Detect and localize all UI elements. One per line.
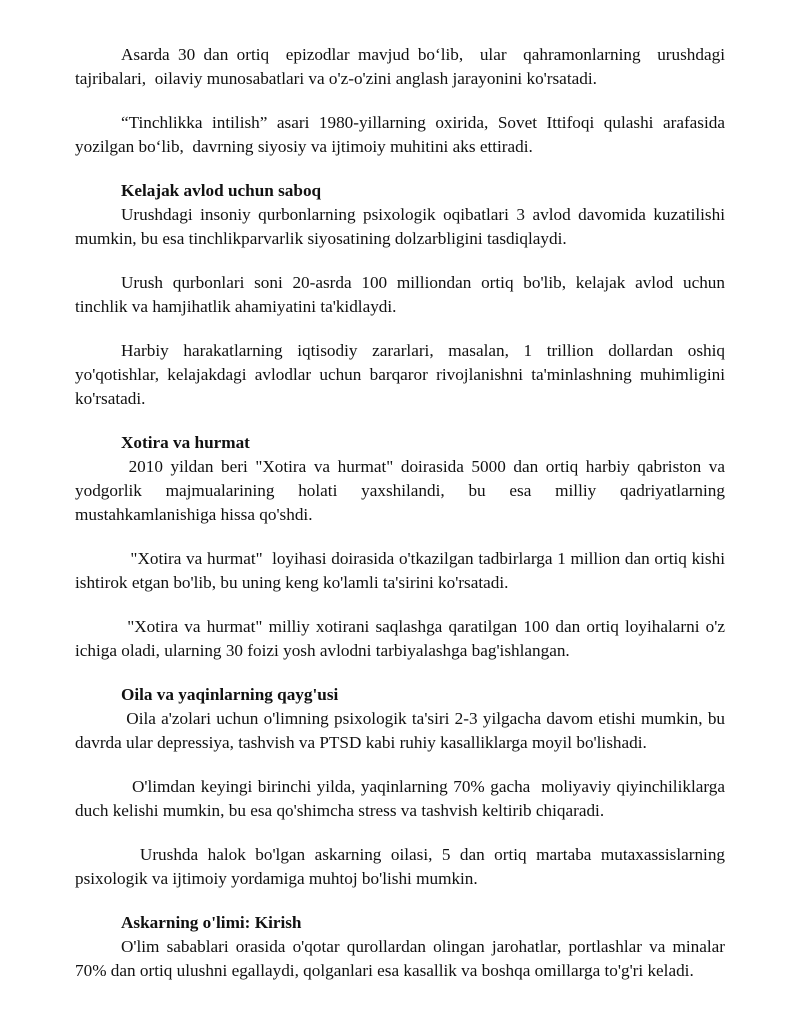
heading-memory-respect: Xotira va hurmat	[121, 433, 250, 452]
paragraph-book-context: “Tinchlikka intilish” asari 1980-yillarning oxirida, Sovet Ittifoqi qulashi arafasida yozilgan bo‘lib, davrning siyosiy va ijtimoiy muhitini aks ettiradi.	[75, 113, 730, 156]
paragraph-support-needs: Urushda halok bo'lgan askarning oilasi, 5 dan ortiq martaba mutaxassislarning psixologik va ijtimoiy yordamiga muhtoj bo'lishi mumkin.	[75, 845, 730, 888]
paragraph-financial-difficulties: O'limdan keyingi birinchi yilda, yaqinlarning 70% gacha moliyaviy qiyinchiliklarga duch kelishi mumkin, bu esa qo'shimcha stress va tashvish keltirib chiqaradi.	[75, 777, 730, 820]
document-page	[75, 43, 730, 1003]
paragraph-causes-of-death: O'lim sabablari orasida o'qotar qurollardan olingan jarohatlar, portlashlar va minalar 70% dan ortiq ulushni egallaydi, qolganlari esa kasallik va boshqa omillarga to'g'ri keladi.	[75, 937, 730, 980]
heading-soldier-death-intro: Askarning o'limi: Kirish	[121, 913, 302, 932]
paragraph-economic-damage: Harbiy harakatlarning iqtisodiy zararlari, masalan, 1 trillion dollardan oshiq yo'qotishlar, kelajakdagi avlodlar uchun barqaror rivojlanishni ta'minlashning muhimligini ko'rsatadi.	[75, 341, 730, 408]
paragraph-episodes: Asarda 30 dan ortiq epizodlar mavjud bo‘lib, ular qahramonlarning urushdagi tajribalari, oilaviy munosabatlari va o'z-o'zini anglash jarayonini ko'rsatadi.	[75, 45, 730, 88]
paragraph-psychological-effects: Urushdagi insoniy qurbonlarning psixologik oqibatlari 3 avlod davomida kuzatilishi mumkin, bu esa tinchlikparvarlik siyosatining dolzarbligini tasdiqlaydi.	[75, 205, 730, 248]
paragraph-projects: "Xotira va hurmat" milliy xotirani saqlashga qaratilgan 100 dan ortiq loyihalarni o'z ichiga oladi, ularning 30 foizi yosh avlodni tarbiyalashga bag'ishlangan.	[75, 617, 730, 660]
paragraph-participants: "Xotira va hurmat" loyihasi doirasida o'tkazilgan tadbirlarga 1 million dan ortiq kishi ishtirok etgan bo'lib, bu uning keng ko'lamli ta'sirini ko'rsatadi.	[75, 549, 730, 592]
heading-family-grief: Oila va yaqinlarning qayg'usi	[121, 685, 339, 704]
paragraph-cemeteries: 2010 yildan beri "Xotira va hurmat" doirasida 5000 dan ortiq harbiy qabriston va yodgorlik majmualarining holati yaxshilandi, bu esa milliy qadriyatlarning mustahkamlanishiga hissa qo'shdi.	[75, 457, 730, 524]
heading-future-generation: Kelajak avlod uchun saboq	[121, 181, 322, 200]
paragraph-family-impact: Oila a'zolari uchun o'limning psixologik ta'siri 2-3 yilgacha davom etishi mumkin, bu davrda ular depressiya, tashvish va PTSD kabi ruhiy kasalliklarga moyil bo'lishadi.	[75, 709, 730, 752]
paragraph-war-victims: Urush qurbonlari soni 20-asrda 100 milliondan ortiq bo'lib, kelajak avlod uchun tinchlik va hamjihatlik ahamiyatini ta'kidlaydi.	[75, 273, 730, 316]
